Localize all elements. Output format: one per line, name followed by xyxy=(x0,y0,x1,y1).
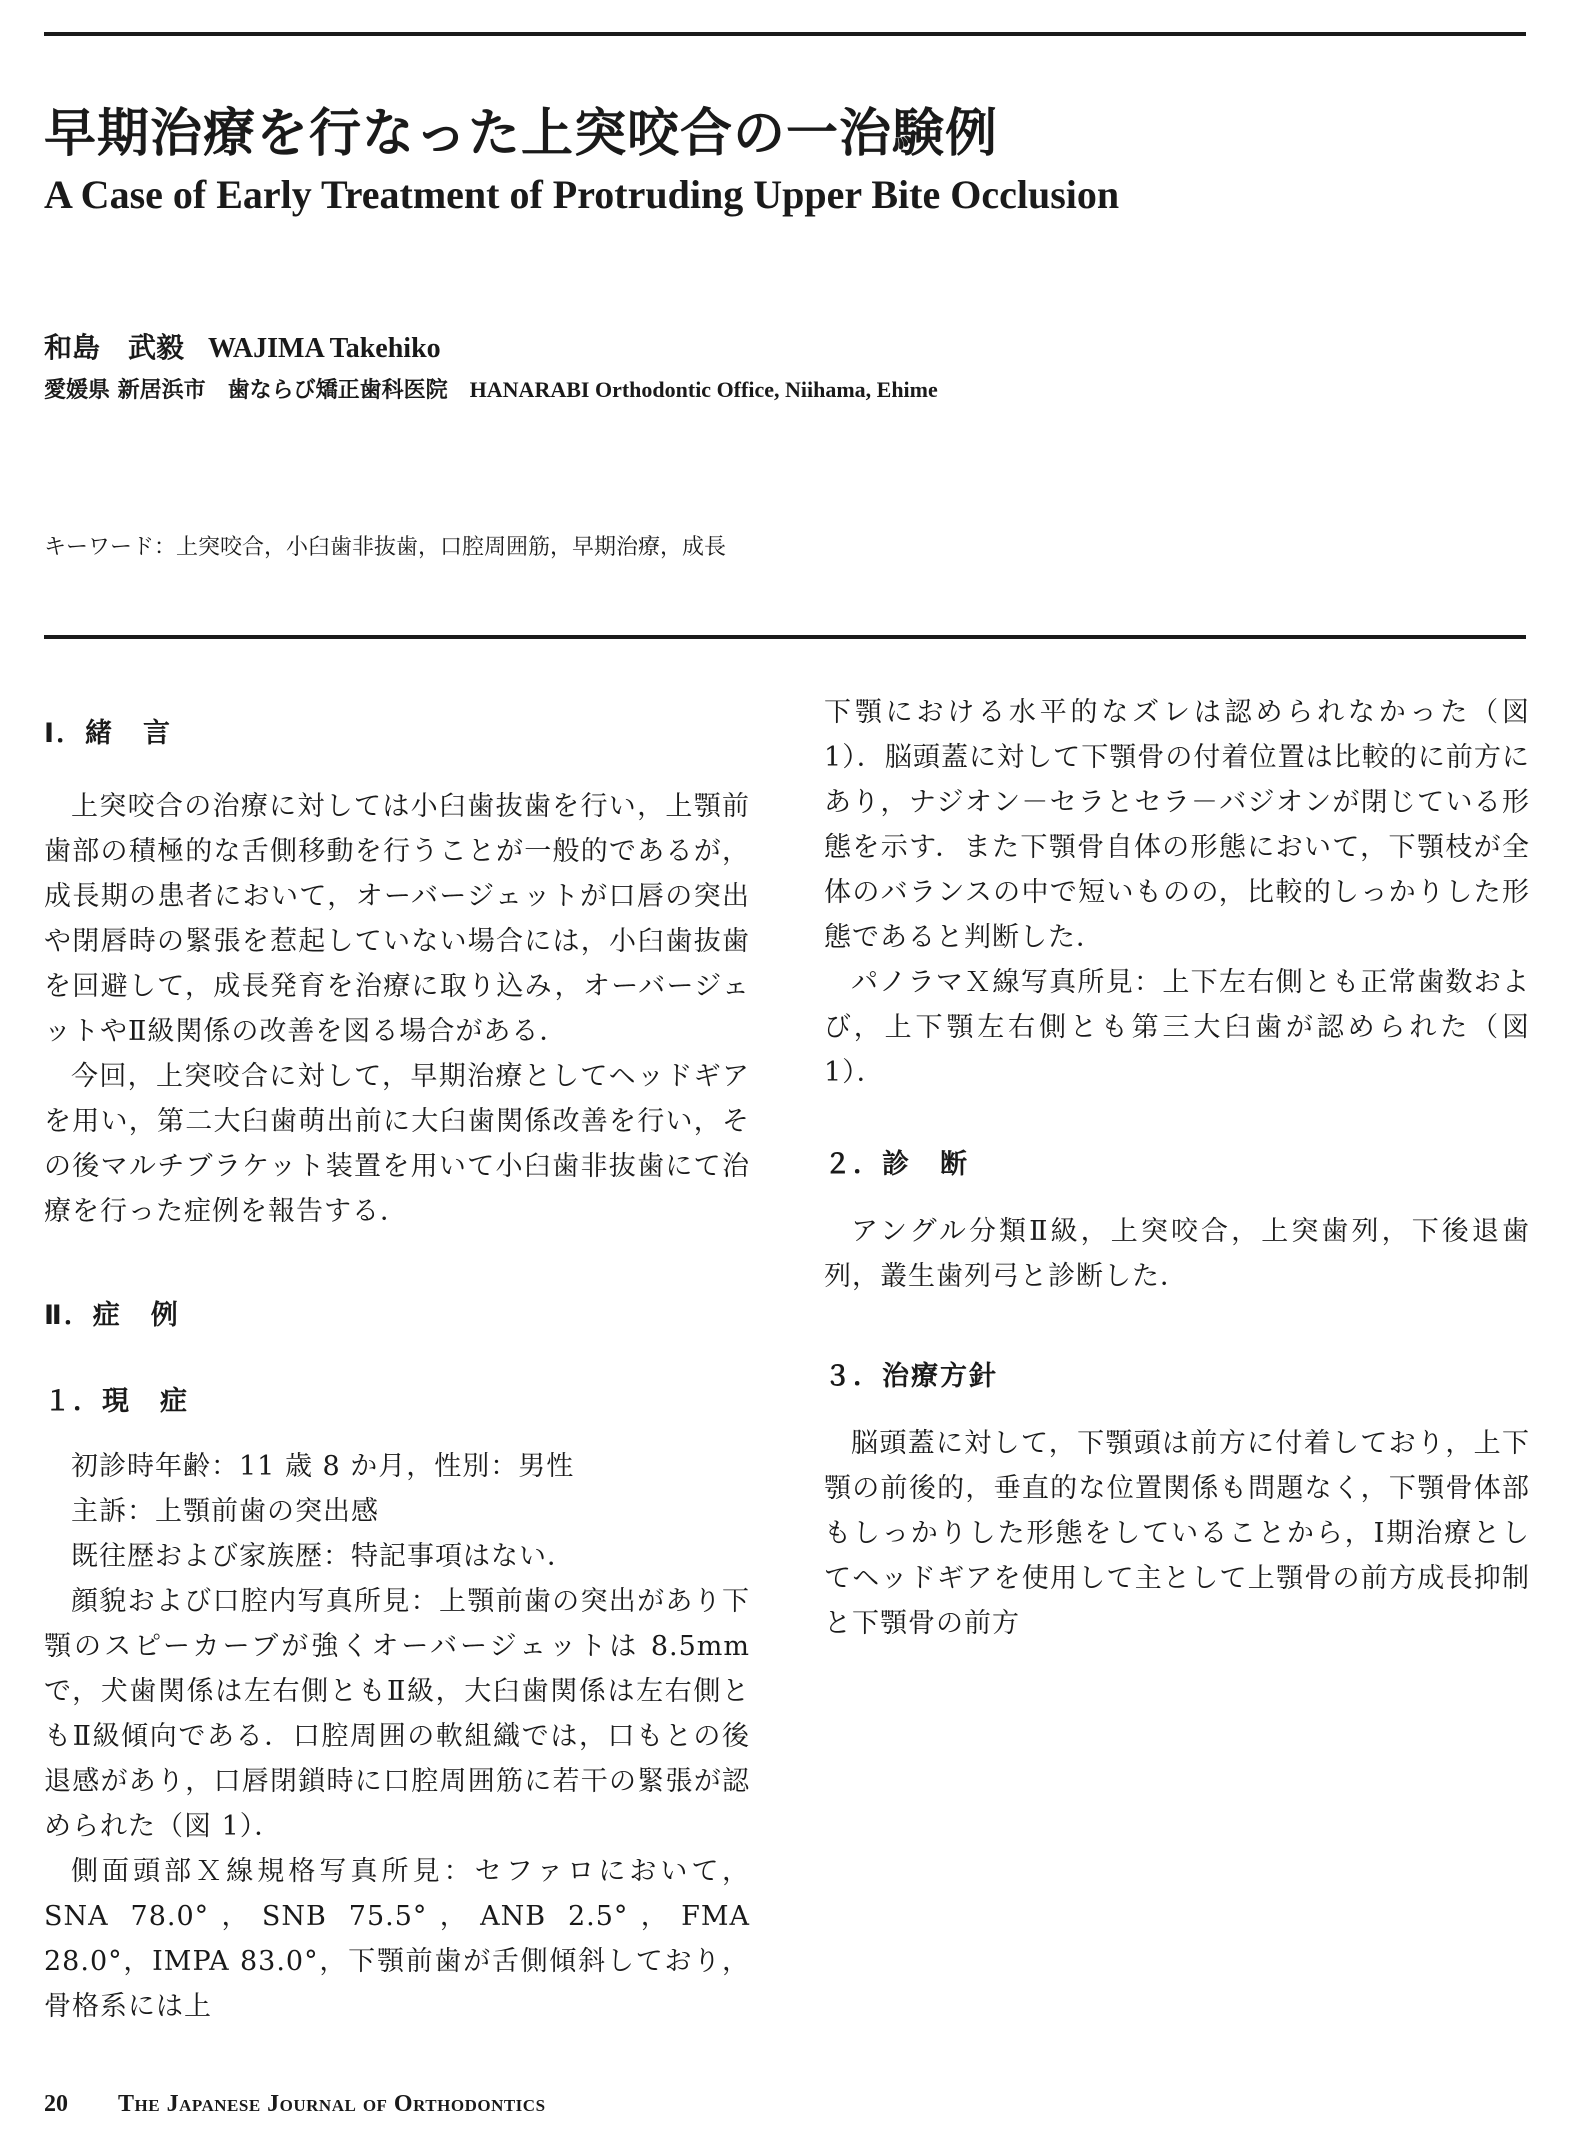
section-heading-introduction: Ⅰ．緒 言 xyxy=(44,718,173,749)
paragraph: 下顎における水平的なズレは認められなかった（図 1）．脳頭蓋に対して下顎骨の付着位置は比較的に前方にあり，ナジオン－セラとセラ－バジオンが閉じている形態を示す．また下顎骨自体の形態において，下顎枝が全体のバランスの中で短いものの，比較的しっかりした形態であると判断した． xyxy=(824,697,1530,953)
section-rule xyxy=(44,635,1526,639)
section-heading-case: Ⅱ．症 例 xyxy=(44,1300,180,1331)
right-column xyxy=(824,690,1530,1646)
paragraph: 上突咬合の治療に対しては小臼歯抜歯を行い，上顎前歯部の積極的な舌側移動を行うことが一般的であるが，成長期の患者において，オーバージェットが口唇の突出や閉唇時の緊張を惹起していない場合には，小臼歯抜歯を回避して，成長発育を治療に取り込み，オーバージェットやⅡ級関係の改善を図る場合がある． xyxy=(44,791,750,1047)
paragraph: 今回，上突咬合に対して，早期治療としてヘッドギアを用い，第二大臼歯萌出前に大臼歯関係改善を行い，その後マルチブラケット装置を用いて小臼歯非抜歯にて治療を行った症例を報告する． xyxy=(44,1061,750,1227)
page-number: 20 xyxy=(44,2091,68,2117)
top-rule xyxy=(44,32,1526,36)
affiliation-japanese: 愛媛県 新居浜市 歯ならび矯正歯科医院 xyxy=(44,377,448,403)
author-line xyxy=(44,328,441,369)
paragraph: アングル分類Ⅱ級，上突咬合，上突歯列，下後退歯列，叢生歯列弓と診断した． xyxy=(824,1216,1530,1292)
paragraph: 顔貌および口腔内写真所見：上顎前歯の突出があり下顎のスピーカーブが強くオーバージェットは 8.5mm で，犬歯関係は左右側ともⅡ級，大臼歯関係は左右側ともⅡ級傾向である．口腔周囲の軟組織では，口もとの後退感があり，口唇閉鎖時に口腔周囲筋に若干の緊張が認められた（図 1）． xyxy=(44,1586,750,1842)
paragraph: 側面頭部Ｘ線規格写真所見：セファロにおいて，SNA 78.0°，SNB 75.5°，ANB 2.5°，FMA 28.0°，IMPA 83.0°，下顎前歯が舌側傾斜しており，骨格系には上 xyxy=(44,1856,750,2022)
subsection-heading-diagnosis: ２．診 断 xyxy=(824,1149,969,1180)
paragraph: 脳頭蓋に対して，下顎頭は前方に付着しており，上下顎の前後的，垂直的な位置関係も問題なく，下顎骨体部もしっかりした形態をしていることから，Ⅰ期治療としてヘッドギアを使用して主として上顎骨の前方成長抑制と下顎骨の前方 xyxy=(824,1428,1530,1639)
title-japanese: 早期治療を行なった上突咬合の一治験例 xyxy=(44,104,999,164)
affiliation-line xyxy=(44,374,938,406)
author-name-english: WAJIMA Takehiko xyxy=(208,333,441,364)
title-english: A Case of Early Treatment of Protruding Upper Bite Occlusion xyxy=(44,172,1120,217)
left-column xyxy=(44,690,750,2029)
author-name-japanese: 和島 武毅 xyxy=(44,331,185,364)
journal-name: The Japanese Journal of Orthodontics xyxy=(118,2091,546,2117)
paragraph: パノラマＸ線写真所見：上下左右側とも正常歯数および，上下顎左右側とも第三大臼歯が認められた（図 1）． xyxy=(824,967,1530,1088)
subsection-heading-findings: １．現 症 xyxy=(44,1386,189,1417)
keywords: キーワード：上突咬合，小臼歯非抜歯，口腔周囲筋，早期治療，成長 xyxy=(44,535,727,560)
affiliation-english: HANARABI Orthodontic Office, Niihama, Ehime xyxy=(469,377,938,402)
paragraph: 既往歴および家族歴：特記事項はない． xyxy=(71,1541,575,1572)
paragraph: 初診時年齢：11 歳 8 か月，性別：男性 xyxy=(71,1451,575,1482)
page-footer xyxy=(44,2088,546,2120)
subsection-heading-treatment-plan: ３．治療方針 xyxy=(824,1361,998,1392)
paragraph: 主訴：上顎前歯の突出感 xyxy=(71,1496,379,1527)
